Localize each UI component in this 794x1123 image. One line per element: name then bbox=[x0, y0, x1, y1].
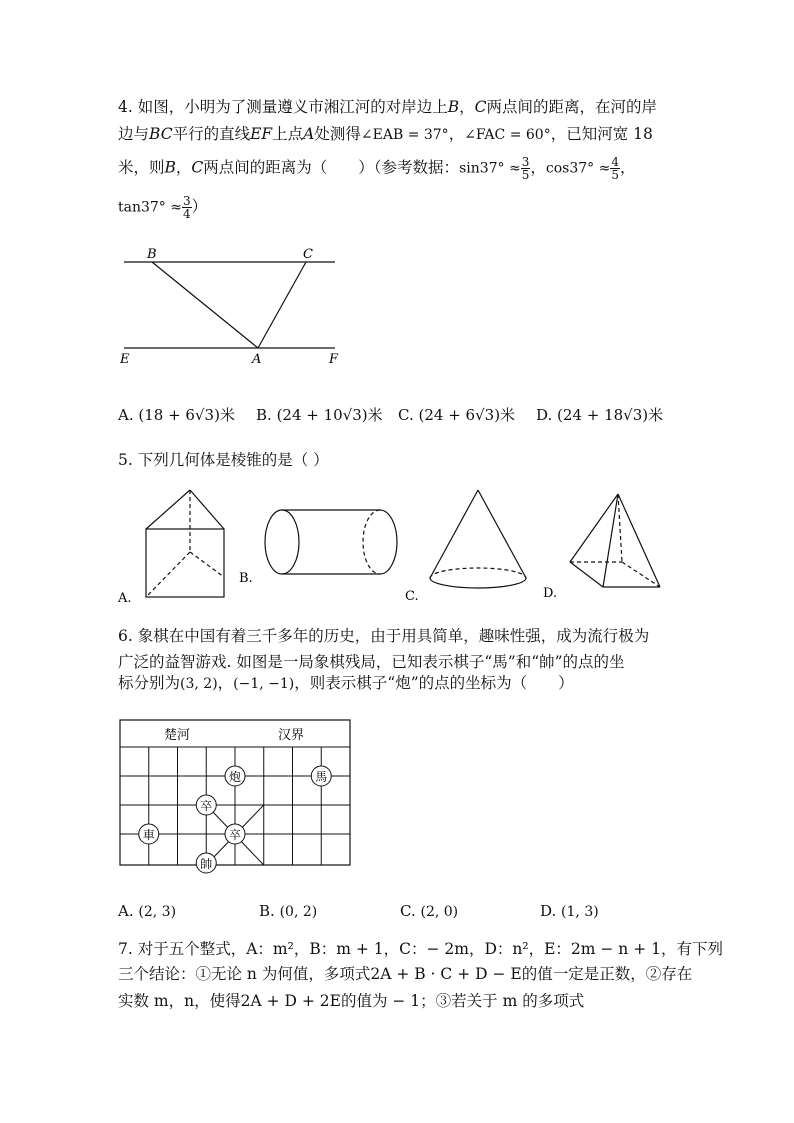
chess-board bbox=[118, 718, 354, 878]
svg-text:車: 車 bbox=[142, 828, 155, 842]
angle-eab: ∠EAB = 37° bbox=[360, 127, 449, 143]
svg-text:卒: 卒 bbox=[200, 799, 213, 813]
q4-option-d[interactable]: D. (24 + 18√3)米 bbox=[536, 406, 664, 424]
triangular-prism bbox=[146, 490, 224, 597]
segment-ab bbox=[152, 262, 258, 348]
q6-option-d[interactable]: D. (1, 3) bbox=[540, 902, 599, 920]
piece-pao bbox=[225, 766, 245, 786]
horizontal-cylinder bbox=[265, 510, 397, 574]
svg-text:帥: 帥 bbox=[200, 857, 213, 871]
sin37-ref: sin37° ≈ bbox=[459, 160, 521, 177]
q6-line-1: 6. 象棋在中国有着三千多年的历史，由于用具简单，趣味性强，成为流行极为 bbox=[118, 627, 650, 645]
cone bbox=[430, 490, 526, 588]
svg-text:卒: 卒 bbox=[228, 828, 242, 842]
river-figure bbox=[110, 240, 350, 370]
svg-text:炮: 炮 bbox=[228, 770, 242, 784]
label-b: B bbox=[147, 247, 157, 262]
q7-line-2: 三个结论：①无论 n 为何值，多项式2A + B · C + D − E的值一定是正数，②存在 bbox=[118, 965, 693, 983]
piece-shuai bbox=[196, 853, 216, 873]
tan37-ref: tan37° ≈ bbox=[118, 199, 182, 216]
q6-option-a[interactable]: A. (2, 3) bbox=[118, 902, 177, 920]
solid-label-a: A. bbox=[118, 591, 132, 606]
svg-text:馬: 馬 bbox=[315, 770, 328, 784]
q4-option-c[interactable]: C. (24 + 6√3)米 bbox=[398, 406, 516, 424]
cos37-fraction: $\frac{4}{5}$ bbox=[611, 155, 619, 182]
board-grid bbox=[120, 747, 350, 865]
q6-line-2: 广泛的益智游戏. 如图是一局象棋残局，已知表示棋子“馬”和“帥”的点的坐 bbox=[118, 653, 625, 671]
label-a: A bbox=[252, 352, 262, 367]
q4-line-2: 边与BC平行的直线EF上点A处测得∠EAB = 37°，∠FAC = 60°，已知河宽 18 bbox=[118, 125, 653, 143]
q6-line-3: 标分别为(3, 2)，(−1, −1)，则表示棋子“炮”的点的坐标为（ ） bbox=[118, 674, 574, 692]
tan37-fraction: $\frac{3}{4}$ bbox=[182, 194, 191, 221]
q6-option-b[interactable]: B. (0, 2) bbox=[259, 902, 318, 920]
solid-label-d: D. bbox=[543, 586, 558, 601]
label-f: F bbox=[329, 352, 339, 367]
chu-he-label: 楚河 bbox=[164, 728, 191, 743]
segment-ac bbox=[258, 262, 306, 348]
pyramid bbox=[570, 494, 660, 587]
q4-line-4: tan37° ≈ $\frac{3}{4}$ ） bbox=[118, 194, 208, 221]
han-jie-label: 汉界 bbox=[278, 728, 305, 743]
solid-label-b: B. bbox=[239, 571, 253, 586]
q5-stem: 5. 下列几何体是棱锥的是（ ） bbox=[118, 451, 329, 469]
label-e: E bbox=[120, 352, 130, 367]
q7-line-3: 实数 m，n，使得2A + D + 2E的值为 − 1；③若关于 m 的多项式 bbox=[118, 992, 585, 1010]
sin37-fraction: $\frac{3}{5}$ bbox=[521, 155, 530, 182]
piece-ma bbox=[311, 766, 331, 786]
cos37-ref: cos37° ≈ bbox=[545, 160, 611, 177]
q6-option-c[interactable]: C. (2, 0) bbox=[400, 902, 459, 920]
q7-line-1: 7. 对于五个整式，A：m²，B：m + 1，C：− 2m，D：n²，E：2m − n + 1，有下列 bbox=[118, 940, 723, 958]
piece-ju bbox=[139, 824, 159, 844]
q4-line-3: 米，则B，C两点间的距离为（ ）（参考数据：sin37° ≈ $\frac{3}{5}$ ，cos37° ≈ $\frac{4}{5}$ ， bbox=[118, 155, 636, 182]
solids-figure bbox=[110, 482, 680, 607]
angle-fac: ∠FAC = 60° bbox=[464, 127, 551, 143]
q4-line-1: 4. 如图，小明为了测量遵义市湘江河的对岸边上B，C两点间的距离，在河的岸 bbox=[118, 98, 658, 116]
solid-label-c: C. bbox=[405, 589, 419, 604]
label-c: C bbox=[303, 247, 313, 262]
piece-zu-1 bbox=[196, 795, 216, 815]
q4-option-a[interactable]: A. (18 + 6√3)米 bbox=[118, 406, 235, 424]
piece-zu-2 bbox=[225, 824, 245, 844]
q4-option-b[interactable]: B. (24 + 10√3)米 bbox=[256, 406, 383, 424]
